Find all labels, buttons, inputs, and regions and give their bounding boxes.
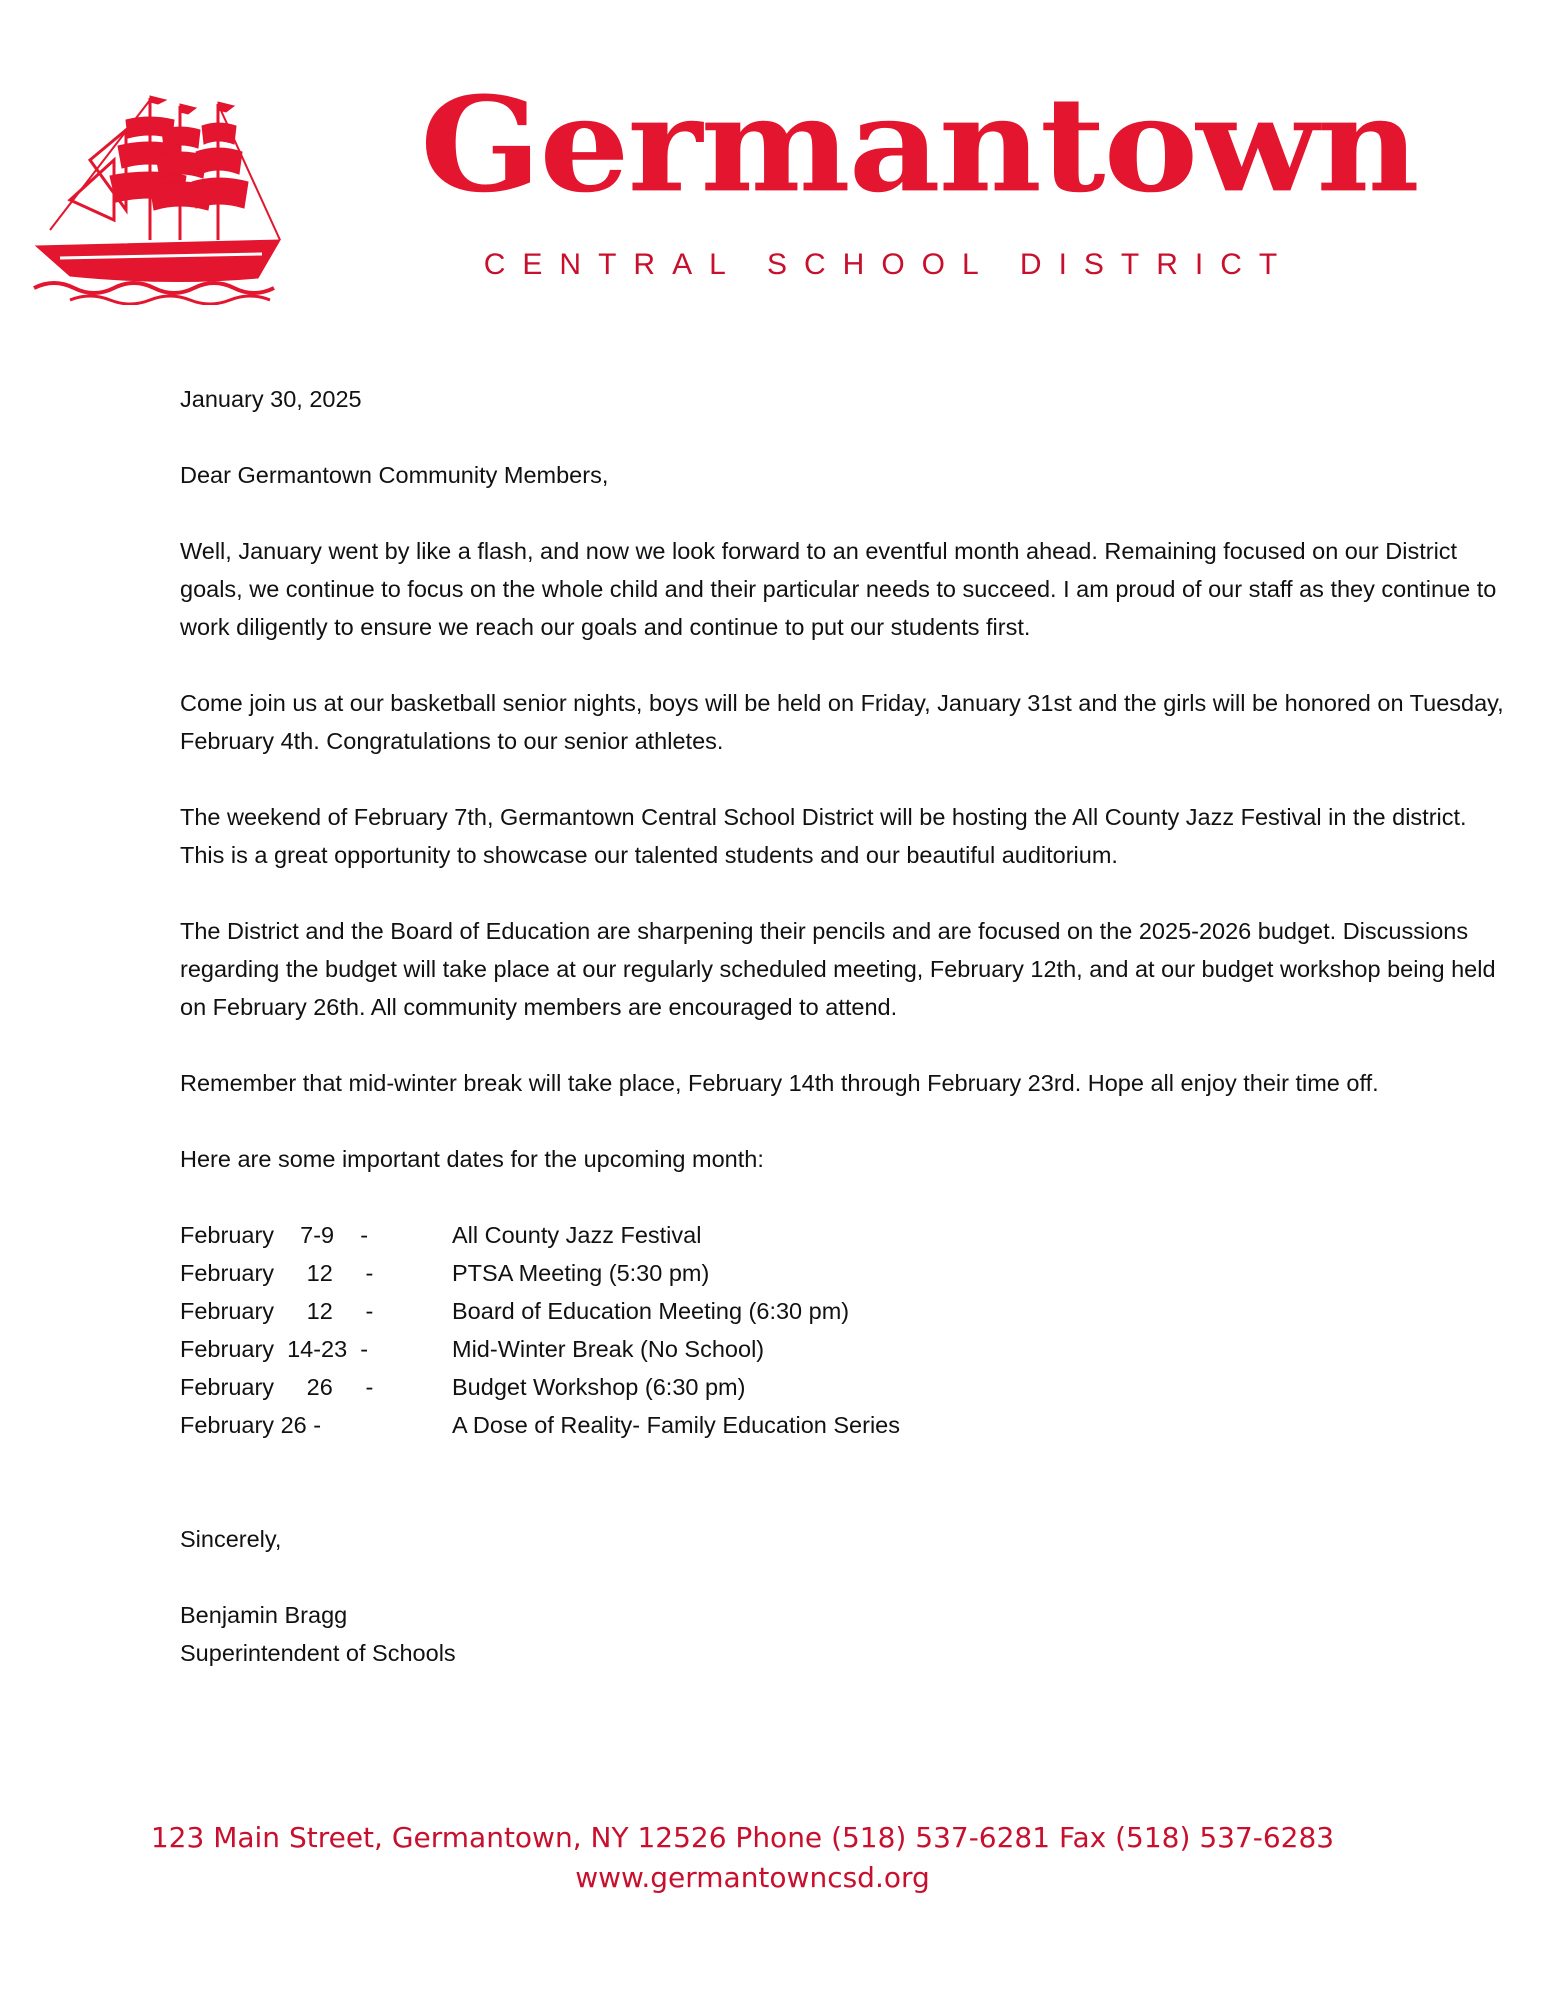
district-wordmark: [420, 68, 1418, 282]
event-label: Budget Workshop (6:30 pm): [452, 1374, 746, 1400]
letter-footer: [0, 1818, 1545, 1898]
date-label: February 26 -: [180, 1374, 374, 1400]
list-item: [180, 1406, 1510, 1444]
list-item: [180, 1292, 1510, 1330]
signature-block: [180, 1520, 1510, 1672]
signer-title: Superintendent of Schools: [180, 1640, 456, 1666]
list-item: [180, 1216, 1510, 1254]
event-label: All County Jazz Festival: [452, 1222, 702, 1248]
event-label: Mid-Winter Break (No School): [452, 1336, 765, 1362]
date-label: February 12 -: [180, 1298, 374, 1324]
closing: Sincerely,: [180, 1526, 282, 1552]
district-subtitle: CENTRAL SCHOOL DISTRICT: [483, 248, 1295, 281]
paragraph: Here are some important dates for the upcoming month:: [180, 1146, 764, 1172]
date-label: February 14-23 -: [180, 1336, 369, 1362]
letter-body: [180, 380, 1510, 1672]
salutation: Dear Germantown Community Members,: [180, 462, 609, 488]
date-label: February 7-9 -: [180, 1222, 369, 1248]
event-label: A Dose of Reality- Family Education Series: [452, 1412, 900, 1438]
date-label: February 12 -: [180, 1260, 374, 1286]
footer-website: www.germantowncsd.org: [575, 1861, 930, 1894]
letter-date: January 30, 2025: [180, 386, 362, 412]
paragraph: Well, January went by like a flash, and now we look forward to an eventful month ahead. Remaining focused on our District goals, we continue to focus on the whole child and their particular needs to succeed. I am proud of our staff as they continue to work diligently to ensure we reach our goals and continue to put our students first.: [180, 538, 1497, 640]
paragraph: The District and the Board of Education are sharpening their pencils and are focused on the 2025-2026 budget. Discussions regarding the budget will take place at our regularly scheduled meeting, February 12th, and at our budget workshop being held on February 26th. All community members are encouraged to attend.: [180, 918, 1496, 1020]
event-label: Board of Education Meeting (6:30 pm): [452, 1298, 850, 1324]
ship-icon: [30, 90, 290, 305]
footer-address: 123 Main Street, Germantown, NY 12526 Phone (518) 537-6281 Fax (518) 537-6283: [150, 1821, 1335, 1854]
paragraph: The weekend of February 7th, Germantown Central School District will be hosting the All County Jazz Festival in the district. This is a great opportunity to showcase our talented students and our beautiful auditorium.: [180, 804, 1467, 868]
important-dates-list: [180, 1216, 1510, 1444]
paragraph: Come join us at our basketball senior nights, boys will be held on Friday, January 31st and the girls will be honored on Tuesday, February 4th. Congratulations to our senior athletes.: [180, 690, 1504, 754]
letterhead: [0, 0, 1545, 320]
district-name: Germantown: [420, 68, 1418, 222]
signer-name: Benjamin Bragg: [180, 1602, 348, 1628]
event-label: PTSA Meeting (5:30 pm): [452, 1260, 710, 1286]
date-label: February 26 -: [180, 1412, 322, 1438]
list-item: [180, 1254, 1510, 1292]
list-item: [180, 1368, 1510, 1406]
list-item: [180, 1330, 1510, 1368]
paragraph: Remember that mid-winter break will take place, February 14th through February 23rd. Hope all enjoy their time off.: [180, 1070, 1379, 1096]
